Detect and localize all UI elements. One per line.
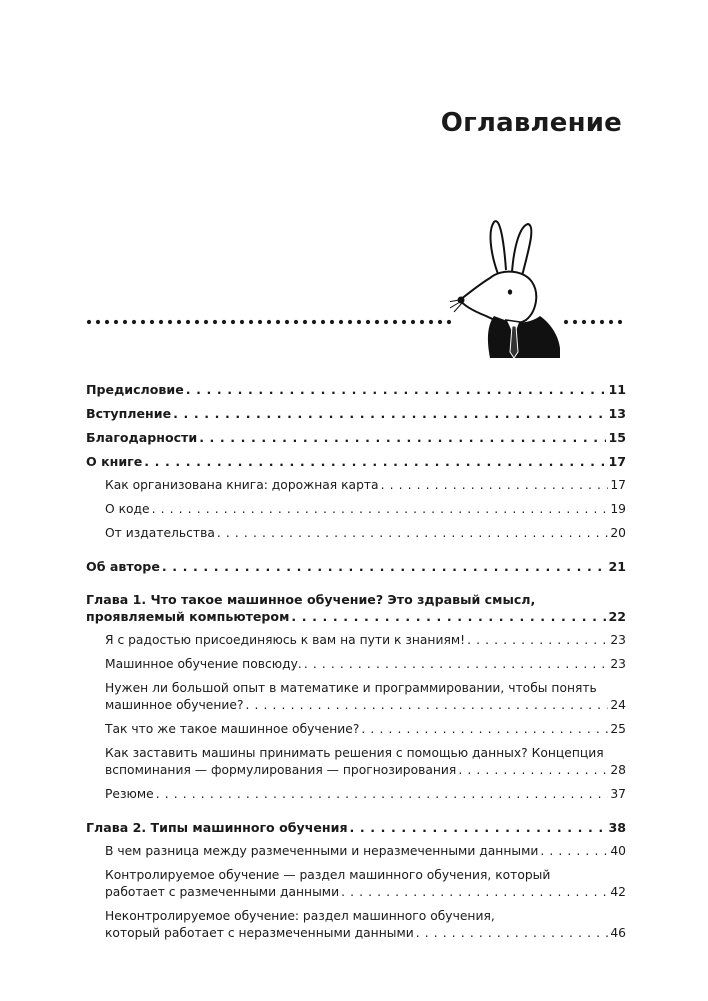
dot-leader <box>361 721 608 738</box>
rabbit-mascot-illustration <box>450 212 560 360</box>
dot-leader <box>341 884 608 901</box>
toc-entry-thanks[interactable]: Благодарности . . . 15 <box>86 429 626 446</box>
toc-subentry[interactable]: Неконтролируемое обучение: раздел машинного обучения, который работает с неразмеченными данными . . . 46 <box>86 908 626 942</box>
dot-leader <box>245 697 608 714</box>
toc-subentry[interactable]: Резюме . . . 37 <box>86 786 626 803</box>
dot-leader <box>162 558 607 575</box>
dot-leader <box>144 453 606 470</box>
dot-leader <box>291 608 606 625</box>
dotted-divider <box>86 318 626 326</box>
toc-subentry[interactable]: Нужен ли большой опыт в математике и программировании, чтобы понять машинное обучение? . . . 24 <box>86 680 626 714</box>
dot-leader <box>173 405 606 422</box>
dot-leader <box>199 429 606 446</box>
toc-entry-preface[interactable]: Предисловие . . . 11 <box>86 381 626 398</box>
dot-leader <box>350 819 607 836</box>
dot-leader <box>381 477 609 494</box>
toc-entry-about-book[interactable]: О книге . . . 17 <box>86 453 626 470</box>
toc-subentry[interactable]: Контролируемое обучение — раздел машинного обучения, который работает с размеченными данными . . . 42 <box>86 867 626 901</box>
dot-leader <box>467 632 608 649</box>
dot-leader <box>540 843 608 860</box>
toc-subentry[interactable]: В чем разница между размеченными и неразмеченными данными . . . 40 <box>86 843 626 860</box>
toc-entry-intro[interactable]: Вступление . . . 13 <box>86 405 626 422</box>
toc-subentry[interactable]: О коде . . . 19 <box>86 501 626 518</box>
dot-leader <box>458 762 608 779</box>
toc-subentry[interactable]: Я с радостью присоединяюсь к вам на пути к знаниям! . . . 23 <box>86 632 626 649</box>
toc-subentry[interactable]: Как заставить машины принимать решения с помощью данных? Концепция вспоминания — формулирования — прогнозирования . . . 28 <box>86 745 626 779</box>
dot-leader <box>156 786 609 803</box>
dot-leader <box>152 501 609 518</box>
toc-entry-chapter-1[interactable]: Глава 1. Что такое машинное обучение? Это здравый смысл, проявляемый компьютером . . . 22 <box>86 591 626 625</box>
toc-subentry[interactable]: Как организована книга: дорожная карта . . . 17 <box>86 477 626 494</box>
toc-entry-chapter-2[interactable]: Глава 2. Типы машинного обучения . . . 38 <box>86 819 626 836</box>
toc-subentry[interactable]: Машинное обучение повсюду. . . . 23 <box>86 656 626 673</box>
dot-leader <box>186 381 607 398</box>
dot-leader <box>416 925 609 942</box>
table-of-contents <box>86 381 626 949</box>
page-title: Оглавление <box>440 108 622 138</box>
toc-entry-about-author[interactable]: Об авторе . . . 21 <box>86 558 626 575</box>
dot-leader <box>217 525 608 542</box>
toc-subentry[interactable]: Так что же такое машинное обучение? . . . 25 <box>86 721 626 738</box>
toc-subentry[interactable]: От издательства . . . 20 <box>86 525 626 542</box>
dot-leader <box>304 656 609 673</box>
